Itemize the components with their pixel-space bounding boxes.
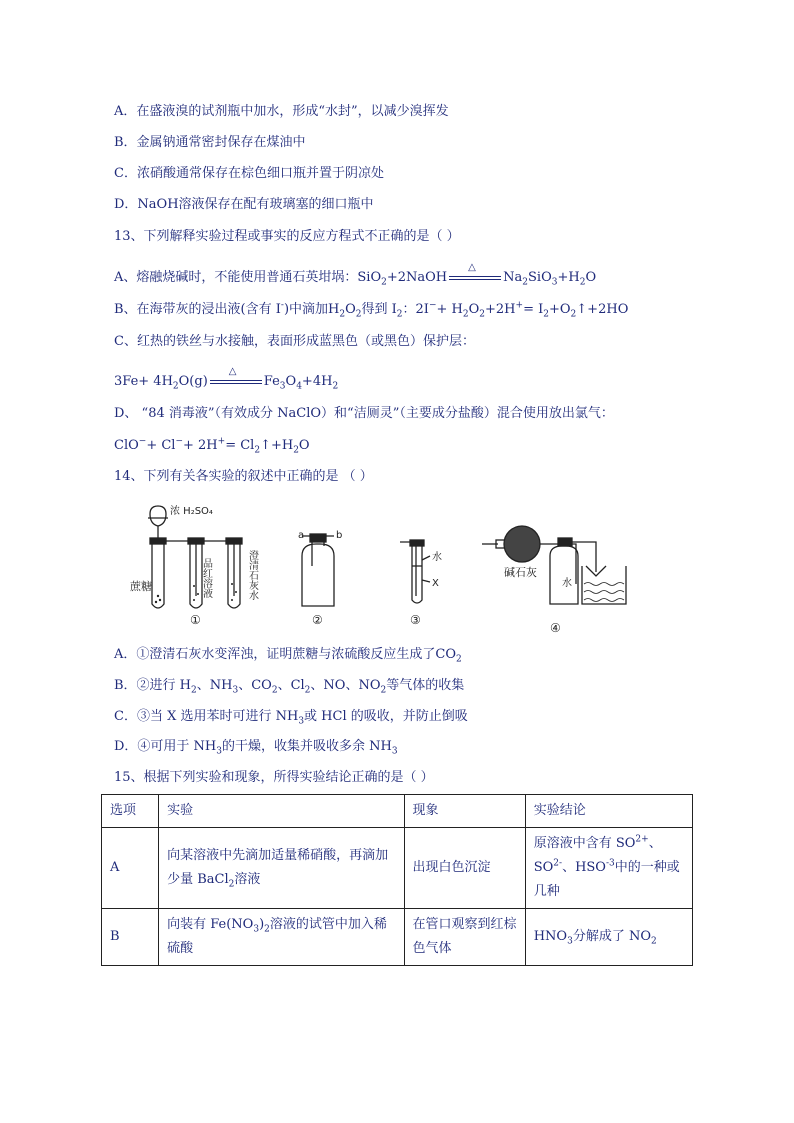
label-b: b <box>336 530 343 541</box>
apparatus-1 <box>148 506 242 608</box>
test-tube-1 <box>152 544 164 608</box>
q13-option-b: B、在海带灰的浸出液(含有 I-)中滴加$H_2O_2$得到 $I_2$：$2I^-+ H_2O_2+2H^+=$ $I_2+O_2↑+2HO$ <box>114 300 629 320</box>
q14-option-c: C．③当 X 选用苯时可进行 $NH_3$或 HCl 的吸收，并防止倒吸 <box>114 709 468 727</box>
heat-equilibrium-sign: △ <box>208 375 264 389</box>
waves <box>584 583 624 602</box>
label-acid: 浓 H₂SO₄ <box>170 506 213 517</box>
apparatus-figure <box>130 496 650 638</box>
label-1: ① <box>190 613 201 627</box>
q14-option-b: B．②进行 $H_2$、$NH_3$、$CO_2$、$Cl_2$、NO、$NO_2$等气体的收集 <box>114 678 465 696</box>
label-water: 水 <box>432 552 442 563</box>
q12-option-c: C．浓硝酸通常保存在棕色细口瓶并置于阴凉处 <box>114 166 384 181</box>
label-pinhong: 品红溶液 <box>200 558 212 598</box>
q14-stem: 14、下列有关各实验的叙述中正确的是 （ ） <box>114 469 373 484</box>
q12-option-a: A．在盛液溴的试剂瓶中加水，形成“水封”，以减少溴挥发 <box>114 104 449 119</box>
test-tube <box>412 546 422 603</box>
q12-option-d: D．NaOH溶液保存在配有玻璃塞的细口瓶中 <box>114 197 374 212</box>
table-header-row <box>102 795 693 828</box>
heat-equilibrium-sign: △ <box>447 271 503 285</box>
q13-option-d-equation: $ClO^-+ Cl^-+ 2H^+= Cl_2↑+H_2O$ <box>114 436 310 456</box>
q13-option-c: C、红热的铁丝与水接触，表面形成蓝黑色（或黑色）保护层： <box>114 334 475 349</box>
q12-option-b: B．金属钠通常密封保存在煤油中 <box>114 135 306 150</box>
header-option: 选项 <box>102 795 159 828</box>
label-a: a <box>298 530 305 541</box>
q13-stem: 13、下列解释实验过程或事实的反应方程式不正确的是（ ） <box>114 229 460 244</box>
header-conclusion: 实验结论 <box>525 795 692 828</box>
label-4: ④ <box>550 621 561 635</box>
label-x: X <box>432 578 439 589</box>
q15-stem: 15、根据下列实验和现象，所得实验结论正确的是（ ） <box>114 770 434 785</box>
q13-option-a: A、熔融烧碱时，不能使用普通石英坩埚：SiO$_2$+2NaOH △ $Na_2SiO_3+H_2O$ <box>114 261 597 288</box>
apparatus-4 <box>482 526 626 604</box>
q13-option-c-equation: $3Fe+ 4H_2O(g)$ △ $Fe_3O_4+4H_2$ <box>114 365 339 392</box>
label-3: ③ <box>410 613 421 627</box>
cell-experiment: 向装有 $Fe(NO_3)_2$溶液的试管中加入稀硫酸 <box>159 909 404 966</box>
header-experiment: 实验 <box>159 795 404 828</box>
table-row <box>102 828 693 909</box>
label-water2: 水 <box>562 578 572 589</box>
label-limewater: 澄清石灰水 <box>246 550 258 600</box>
cell-experiment: 向某溶液中先滴加适量稀硝酸，再滴加少量 BaCl$_2$溶液 <box>159 828 404 909</box>
cell-option: B <box>102 909 159 966</box>
cell-conclusion: 原溶液中含有 $SO^{2+}$、$SO^{2-}$、$HSO^{-3}$中的一种或几种 <box>525 828 692 909</box>
q14-option-a: A．①澄清石灰水变浑浊，证明蔗糖与浓硫酸反应生成了$CO_2$ <box>114 647 462 665</box>
drying-tube <box>504 526 540 562</box>
cell-phenomenon: 在管口观察到红棕色气体 <box>404 909 525 966</box>
label-sugar: 蔗糖 <box>130 580 152 593</box>
table-row <box>102 909 693 966</box>
cell-conclusion: $HNO_3$分解成了 $NO_2$ <box>525 909 692 966</box>
separatory-funnel <box>150 506 166 526</box>
cell-option: A <box>102 828 159 909</box>
collecting-bottle <box>550 546 578 604</box>
label-sodalime: 碱石灰 <box>504 566 537 579</box>
cell-phenomenon: 出现白色沉淀 <box>404 828 525 909</box>
label-2: ② <box>312 613 323 627</box>
apparatus-2 <box>302 534 334 606</box>
q14-option-d: D．④可用于 $NH_3$的干燥，收集并吸收多余 $NH_3$ <box>114 739 398 757</box>
header-phenomenon: 现象 <box>404 795 525 828</box>
q13-option-d: D、 “84 消毒液”（有效成分 NaClO）和“洁厕灵”（主要成分盐酸）混合使用放出氯气： <box>114 406 614 421</box>
apparatus-3 <box>400 540 430 603</box>
gas-bottle <box>302 544 334 606</box>
q15-table <box>101 794 693 966</box>
